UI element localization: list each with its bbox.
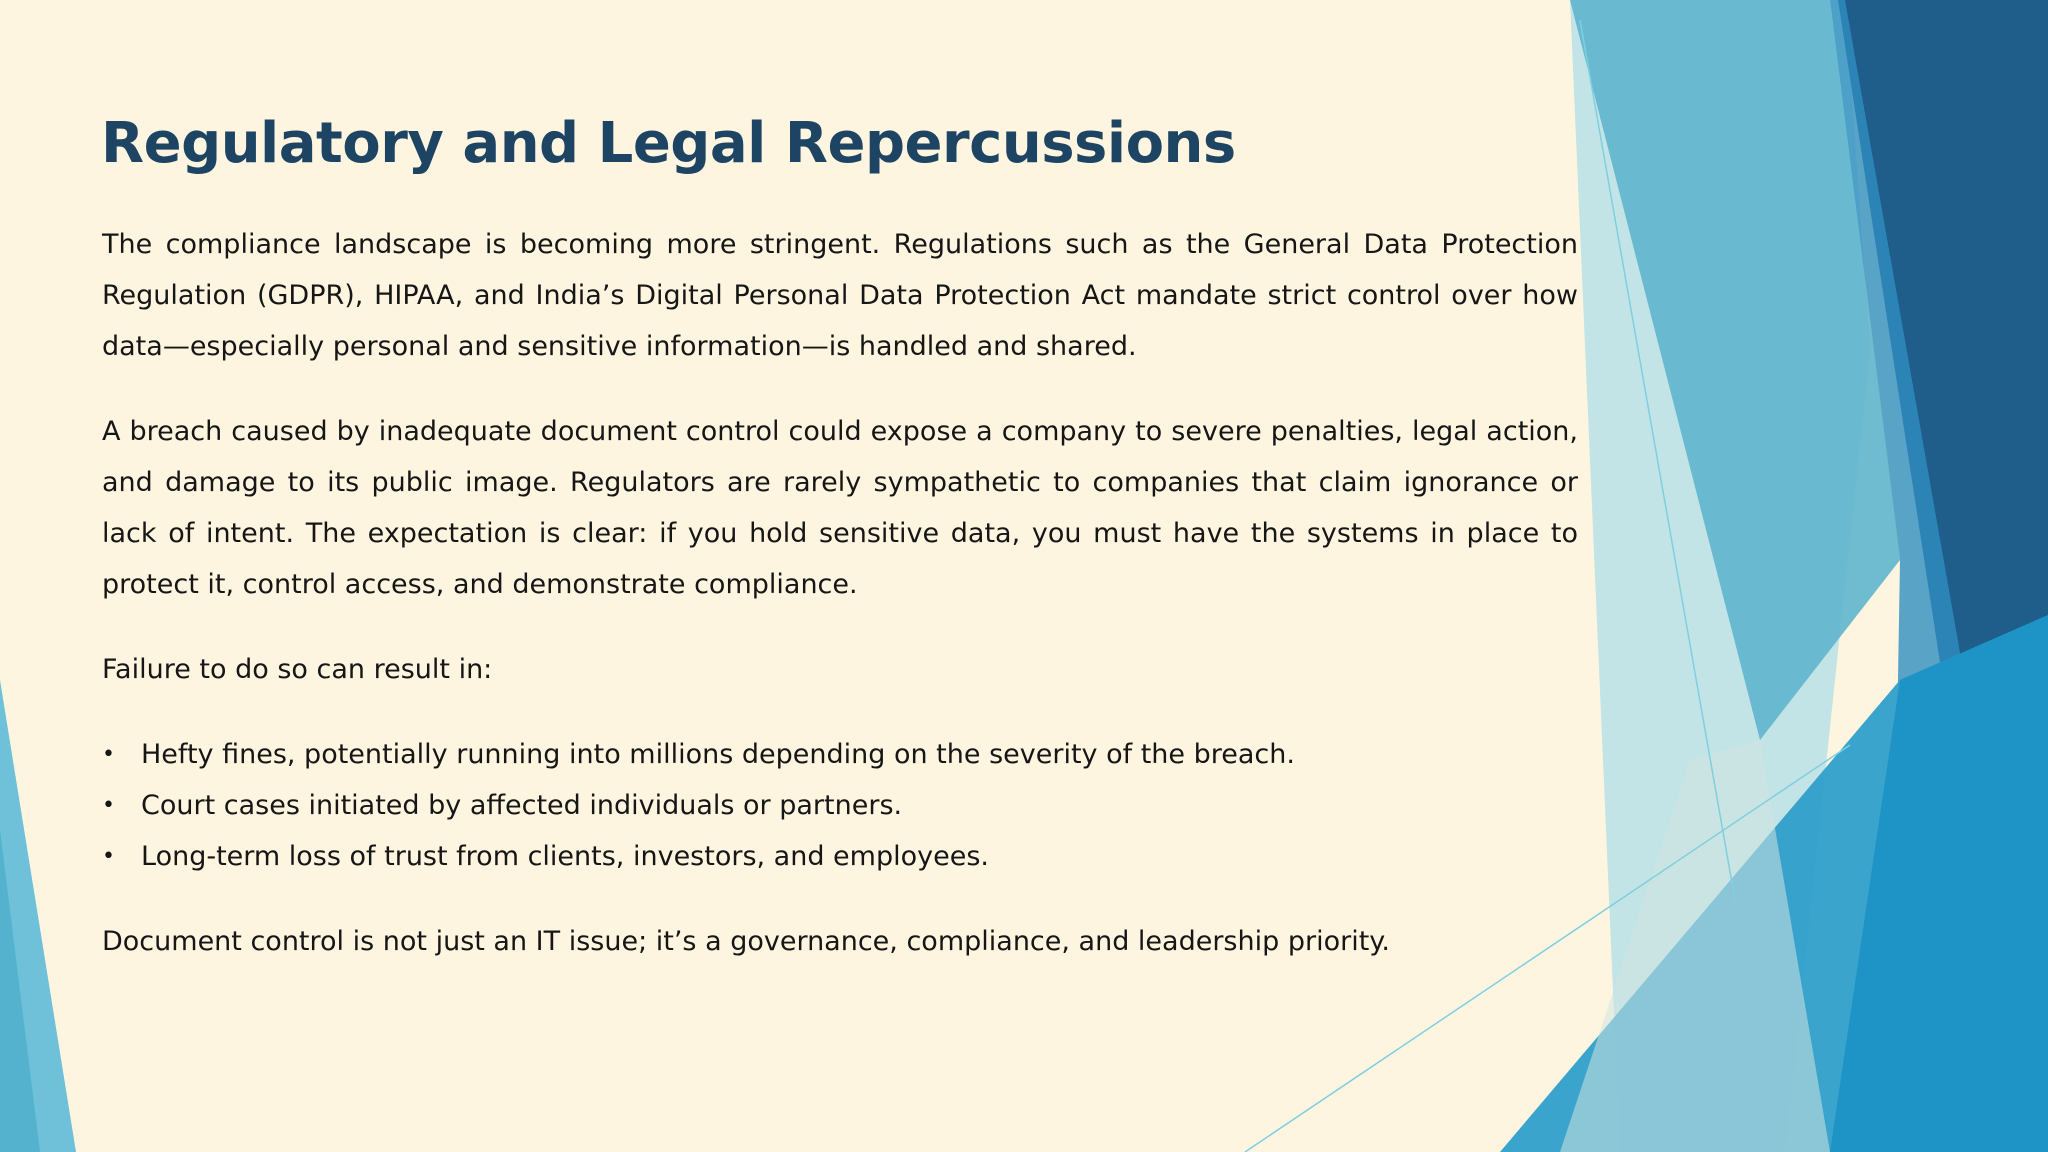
list-item [102,831,1578,882]
list-item-text: Long-term loss of trust from clients, investors, and employees. [141,841,989,872]
slide-body [102,219,1578,1001]
list-intro: Failure to do so can result in: [102,654,493,685]
bullet-glyph: • [102,742,115,767]
closing-statement: Document control is not just an IT issue; it’s a governance, compliance, and leadership priority. [102,926,1390,957]
consequences-list [102,729,1578,882]
paragraph-compliance-landscape: The compliance landscape is becoming more stringent. Regulations such as the General Data Protection Regulation (GDPR), HIPAA, and India’s Digital Personal Data Protection Act mandate strict control over how data—especially personal and sensitive information—is handled and shared. [102,229,1578,362]
list-item-text: Court cases initiated by affected individuals or partners. [141,790,903,821]
bullet-glyph: • [102,793,115,818]
slide-title: Regulatory and Legal Repercussions [101,111,1236,176]
bullet-glyph: • [102,844,115,869]
list-item [102,780,1578,831]
list-item-text: Hefty fines, potentially running into millions depending on the severity of the breach. [141,739,1295,770]
list-item [102,729,1578,780]
paragraph-breach-consequences: A breach caused by inadequate document control could expose a company to severe penalties, legal action, and damage to its public image. Regulators are rarely sympathetic to companies that claim ignorance or lack of intent. The expectation is clear: if you hold sensitive data, you must have the systems in place to protect it, control access, and demonstrate compliance. [102,416,1578,600]
